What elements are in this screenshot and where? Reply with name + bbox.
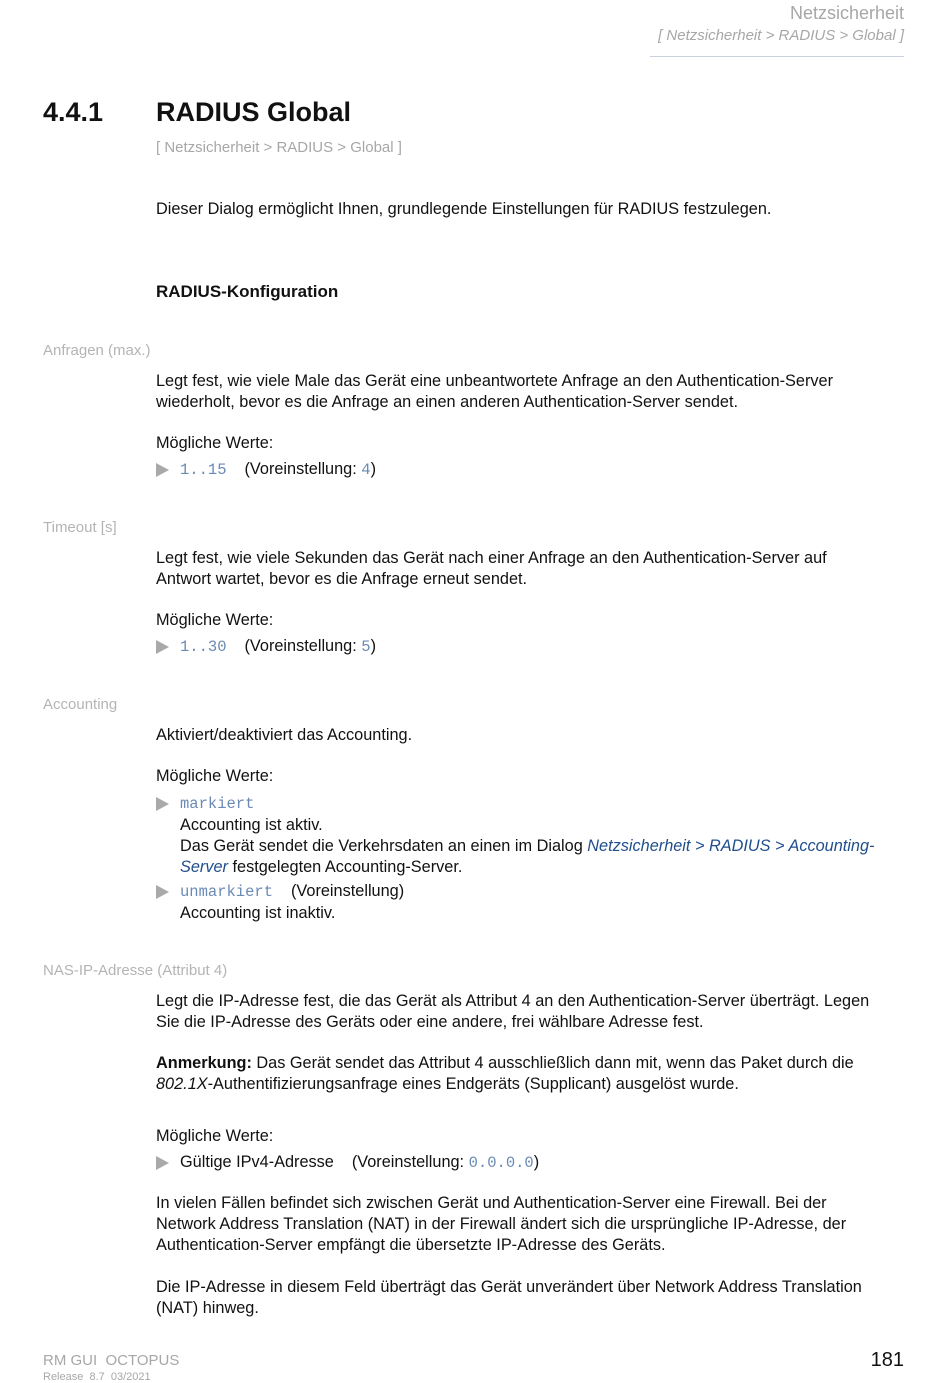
subsection-title: RADIUS-Konfiguration	[156, 282, 339, 301]
default-value: 5	[361, 638, 371, 656]
note	[156, 1053, 906, 1095]
bullet-triangle-icon	[156, 640, 169, 654]
default-label: (Voreinstellung:	[351, 1153, 469, 1171]
section-breadcrumb: [ Netzsicherheit > RADIUS > Global ]	[156, 139, 402, 156]
para-line: (NAT) hinweg.	[156, 1299, 259, 1317]
default-close: )	[370, 637, 377, 655]
param-desc-nas-ip	[156, 991, 906, 1033]
default-close: )	[370, 460, 377, 478]
note-text: -Authentifizierungsanfrage eines Endgeräts (Supplicant) ausgelöst wurde.	[207, 1075, 739, 1093]
para-line: Network Address Translation (NAT) in der Firewall ändert sich die ursprüngliche IP-Adresse, der	[156, 1215, 847, 1233]
desc-line: Antwort wartet, bevor es die Anfrage erneut sendet.	[156, 570, 528, 588]
option-desc: Accounting ist aktiv.	[180, 816, 323, 834]
param-desc-accounting: Aktiviert/deaktiviert das Accounting.	[156, 726, 413, 744]
running-header-path: [ Netzsicherheit > RADIUS > Global ]	[658, 27, 904, 44]
option-desc: Das Gerät sendet die Verkehrsdaten an einen im Dialog	[180, 837, 588, 855]
section-title: RADIUS Global	[156, 97, 352, 127]
value-range: 1..15	[180, 461, 227, 479]
param-label-accounting: Accounting	[43, 696, 118, 713]
page-number: 181	[870, 1349, 904, 1371]
desc-line: Legt die IP-Adresse fest, die das Gerät als Attribut 4 an den Authentication-Server überträgt. Legen	[156, 992, 870, 1010]
default-value: 4	[361, 461, 371, 479]
desc-line: Legt fest, wie viele Male das Gerät eine unbeantwortete Anfrage an den Authentication-Server	[156, 372, 833, 390]
para-line: Die IP-Adresse in diesem Feld überträgt das Gerät unverändert über Network Address Translation	[156, 1278, 862, 1296]
option-value: unmarkiert	[180, 883, 274, 901]
values-heading: Mögliche Werte:	[156, 1127, 274, 1145]
values-heading: Mögliche Werte:	[156, 434, 274, 452]
value-item-nas-ip	[156, 1152, 916, 1174]
default-label: (Voreinstellung)	[291, 882, 405, 900]
option-desc: Accounting ist inaktiv.	[180, 904, 336, 922]
param-desc-timeout	[156, 548, 906, 590]
values-heading: Mögliche Werte:	[156, 767, 274, 785]
bullet-triangle-icon	[156, 797, 169, 811]
bullet-triangle-icon	[156, 885, 169, 899]
value-item-requests	[156, 459, 916, 481]
value-range: 1..30	[180, 638, 227, 656]
bullet-triangle-icon	[156, 1156, 169, 1170]
param-desc-requests	[156, 371, 906, 413]
note-term: 802.1X	[156, 1075, 208, 1093]
default-label: (Voreinstellung:	[244, 460, 362, 478]
param-label-requests: Anfragen (max.)	[43, 342, 151, 359]
nat-paragraph-2	[156, 1277, 906, 1319]
para-line: In vielen Fällen befindet sich zwischen Gerät und Authentication-Server eine Firewall. Bei der	[156, 1194, 827, 1212]
param-label-timeout: Timeout [s]	[43, 519, 117, 536]
value-item-checked	[156, 793, 916, 878]
values-heading: Mögliche Werte:	[156, 611, 274, 629]
accounting-server-link[interactable]: Netzsicherheit > RADIUS > Accounting-	[587, 837, 875, 855]
para-line: Authentication-Server empfängt die übersetzte IP-Adresse des Geräts.	[156, 1236, 666, 1254]
default-close: )	[533, 1153, 540, 1171]
section-intro: Dieser Dialog ermöglicht Ihnen, grundlegende Einstellungen für RADIUS festzulegen.	[156, 200, 772, 218]
nat-paragraph	[156, 1193, 906, 1256]
desc-line: Sie die IP-Adresse des Geräts oder eine andere, frei wählbare Adresse fest.	[156, 1013, 704, 1031]
note-label: Anmerkung:	[156, 1054, 252, 1072]
value-item-unchecked	[156, 881, 916, 924]
option-desc: festgelegten Accounting-Server.	[227, 858, 463, 876]
bullet-triangle-icon	[156, 463, 169, 477]
footer-release: Release 8.7 03/2021	[43, 1371, 151, 1383]
param-label-nas-ip: NAS-IP-Adresse (Attribut 4)	[43, 962, 228, 979]
header-divider	[650, 56, 904, 57]
running-header-title: Netzsicherheit	[789, 3, 904, 23]
section-number: 4.4.1	[43, 97, 104, 127]
default-value: 0.0.0.0	[468, 1154, 534, 1172]
desc-line: Legt fest, wie viele Sekunden das Gerät nach einer Anfrage an den Authentication-Server auf	[156, 549, 827, 567]
accounting-server-link[interactable]: Server	[180, 858, 228, 876]
note-text: Das Gerät sendet das Attribut 4 ausschließlich dann mit, wenn das Paket durch die	[251, 1054, 854, 1072]
desc-line: wiederholt, bevor es die Anfrage an einen anderen Authentication-Server sendet.	[156, 393, 738, 411]
default-label: (Voreinstellung:	[244, 637, 362, 655]
value-item-timeout	[156, 636, 916, 658]
value-text: Gültige IPv4-Adresse	[180, 1153, 334, 1171]
option-value: markiert	[180, 795, 255, 813]
footer-product: RM GUI OCTOPUS	[43, 1352, 180, 1369]
